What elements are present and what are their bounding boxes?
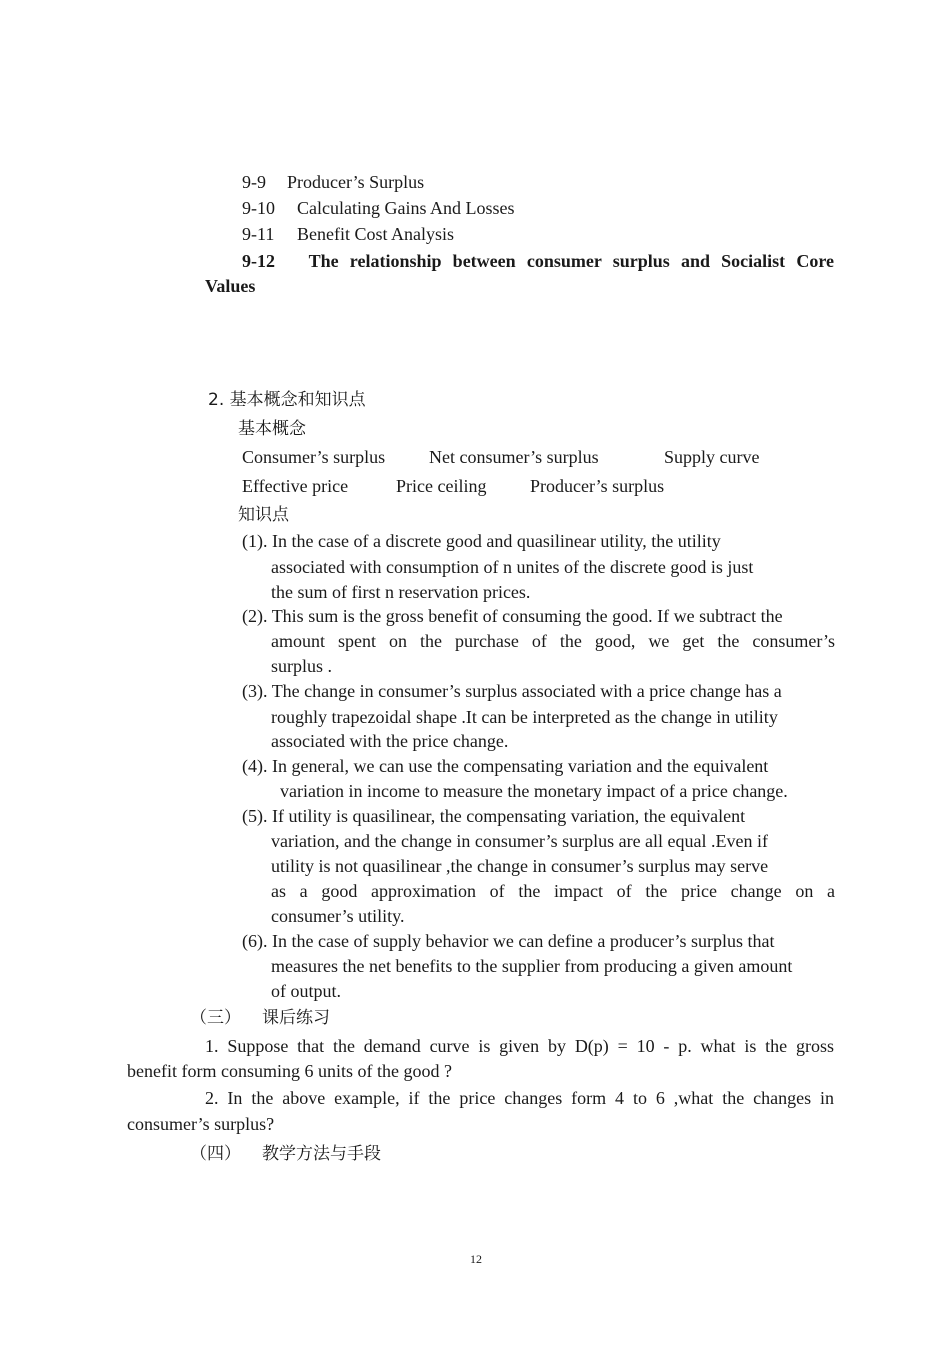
exercise-item-continued: benefit form consuming 6 units of the good ? (127, 1061, 452, 1081)
concept-item: Producer’s surplus (530, 476, 665, 496)
section-heading-num: （四） (190, 1144, 241, 1164)
point-item (242, 929, 775, 953)
point-text: the sum of first n reservation prices. (271, 582, 531, 602)
point-text: of output. (271, 981, 341, 1001)
concept-item: Net consumer’s surplus (429, 447, 599, 467)
concept-item: Consumer’s surplus (242, 447, 386, 467)
toc-title-continued: Values (205, 276, 256, 296)
point-text: The change in consumer’s surplus associated with a price change has a (271, 681, 782, 701)
toc-num: 9-12 (242, 251, 275, 271)
concept-item: Effective price (242, 476, 349, 496)
point-text: variation in income to measure the monetary impact of a price change. (280, 781, 788, 801)
point-text: utility is not quasilinear ,the change in consumer’s surplus may serve (271, 856, 769, 876)
subheading-concepts: 基本概念 (238, 419, 306, 439)
exercise-item: 2. In the above example, if the price changes form 4 to 6 ,what the changes in (205, 1088, 834, 1108)
toc-item (242, 170, 424, 194)
point-label: (1). (242, 531, 268, 551)
point-label: (2). (242, 606, 268, 626)
section-heading: 2. 基本概念和知识点 (208, 390, 366, 410)
section-heading-num: （三） (190, 1008, 241, 1028)
point-text: In general, we can use the compensating variation and the equivalent (272, 756, 769, 776)
point-item (242, 604, 783, 628)
toc-num: 9-9 (242, 172, 266, 192)
point-text: This sum is the gross benefit of consuming the good. If we subtract the (271, 606, 783, 626)
exercise-item: 1. Suppose that the demand curve is given by D(p) = 10 - p. what is the gross (205, 1036, 834, 1056)
subheading-knowledge-points: 知识点 (238, 505, 289, 525)
point-text: associated with the price change. (271, 731, 509, 751)
section-heading (190, 1142, 381, 1166)
point-label: (3). (242, 681, 268, 701)
exercise-item-continued: consumer’s surplus? (127, 1114, 275, 1134)
section-heading-text: 教学方法与手段 (262, 1144, 381, 1164)
point-item (242, 754, 768, 778)
toc-item (242, 196, 514, 220)
point-text: If utility is quasilinear, the compensating variation, the equivalent (272, 806, 746, 826)
point-label: (6). (242, 931, 268, 951)
point-text: as a good approximation of the impact of the price change on a (271, 881, 835, 901)
point-label: (4). (242, 756, 268, 776)
point-item (242, 529, 721, 553)
concept-item: Price ceiling (396, 476, 487, 496)
section-heading-text: 课后练习 (262, 1008, 330, 1028)
toc-item (242, 222, 454, 246)
point-text: variation, and the change in consumer’s surplus are all equal .Even if (271, 831, 769, 851)
toc-title: Benefit Cost Analysis (297, 224, 454, 244)
point-label: (5). (242, 806, 268, 826)
point-text: associated with consumption of n unites of the discrete good is just (271, 557, 754, 577)
toc-item-bold (242, 249, 834, 273)
point-item (242, 804, 745, 828)
point-text: measures the net benefits to the supplier from producing a given amount (271, 956, 793, 976)
toc-title: The relationship between consumer surplus and Socialist Core (308, 251, 835, 271)
toc-title: Calculating Gains And Losses (297, 198, 515, 218)
concept-item: Supply curve (664, 447, 760, 467)
point-text: In the case of a discrete good and quasilinear utility, the utility (272, 531, 721, 551)
toc-title: Producer’s Surplus (287, 172, 425, 192)
point-text: roughly trapezoidal shape .It can be interpreted as the change in utility (271, 707, 778, 727)
page-number: 12 (470, 1252, 482, 1266)
point-text: amount spent on the purchase of the good, we get the consumer’s (271, 631, 835, 651)
section-heading (190, 1006, 330, 1030)
toc-num: 9-10 (242, 198, 275, 218)
point-text: consumer’s utility. (271, 906, 405, 926)
point-text: In the case of supply behavior we can define a producer’s surplus that (272, 931, 775, 951)
point-text: surplus . (271, 656, 333, 676)
point-item (242, 679, 782, 703)
toc-num: 9-11 (242, 224, 275, 244)
